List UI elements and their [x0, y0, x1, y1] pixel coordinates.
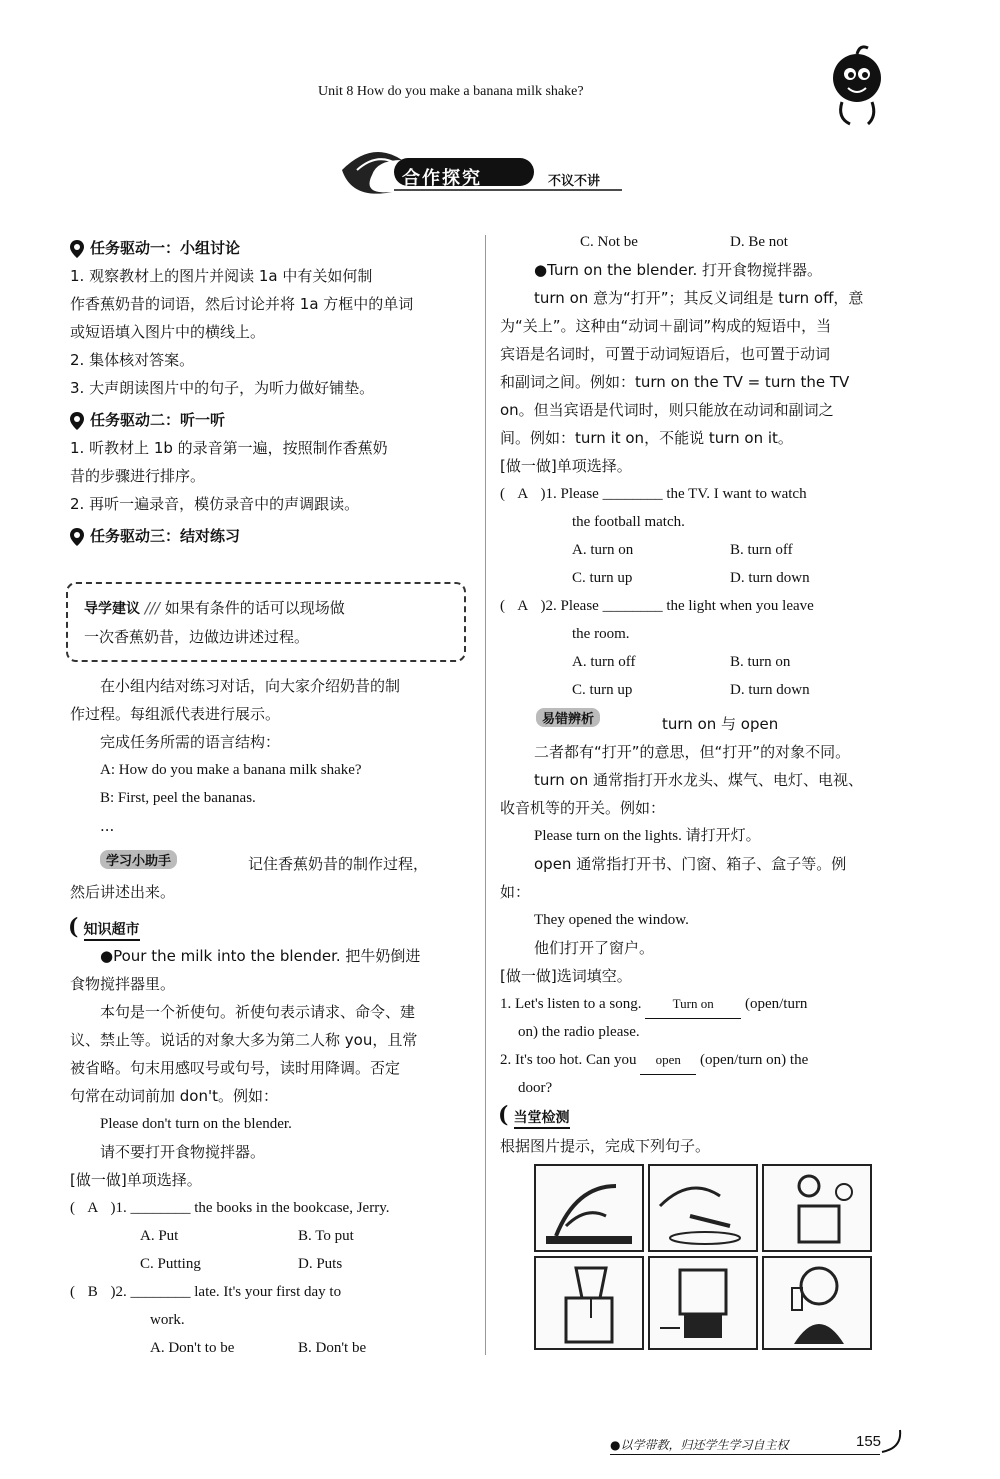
answer: A	[87, 1200, 99, 1216]
page-corner-swirl-icon	[880, 1426, 906, 1456]
footer-slogan: ●以学带教，归还学生学习自主权	[610, 1438, 789, 1452]
knowledge-tag: ( 知识超市	[68, 914, 140, 940]
tip-content: 导学建议 /// 如果有条件的话可以现场做 一次香蕉奶昔，边做边讲述过程。	[84, 594, 454, 651]
banner-subtitle: 不议不讲	[548, 174, 601, 189]
text-line: 句常在动词前加 don't。例如：	[70, 1087, 278, 1105]
fill-q2	[500, 1046, 808, 1075]
text-line: 3. 大声朗读图片中的句子，为听力做好铺垫。	[70, 379, 375, 397]
helper-tag	[100, 850, 177, 869]
option: B. turn on	[730, 654, 791, 670]
option: A. Don't to be	[150, 1340, 235, 1356]
location-pin-icon	[70, 412, 84, 430]
text-line: 间。例如：turn it on，不能说 turn on it。	[500, 429, 793, 447]
task2-label: 任务驱动二：听一听	[90, 411, 226, 429]
option: B. turn off	[730, 542, 793, 558]
option: B. To put	[298, 1228, 354, 1244]
text-line: A: How do you make a banana milk shake?	[100, 762, 362, 778]
question-text: the football match.	[572, 514, 685, 530]
text-line: 食物搅拌器里。	[70, 975, 176, 993]
question-text: 1. Let's listen to a song.	[500, 996, 642, 1012]
text-line: 如果有条件的话可以现场做	[164, 599, 345, 617]
text-line: turn on 意为“打开”；其反义词组是 turn off，意	[534, 289, 864, 307]
text-line: open 通常指打开书、门窗、箱子、盒子等。例	[534, 855, 847, 873]
option: B. Don't be	[298, 1340, 367, 1356]
text-line: 一次香蕉奶昔，边做边讲述过程。	[84, 628, 310, 646]
text-line: Please don't turn on the blender.	[100, 1116, 292, 1132]
pour-milk-icon	[536, 1258, 642, 1348]
question-text: (open/turn on) the	[699, 1052, 809, 1068]
text-line: on。但当宾语是代词时，则只能放在动词和副词之	[500, 401, 834, 419]
text-line: 然后讲述出来。	[70, 883, 176, 901]
answer: Turn on	[645, 990, 741, 1019]
text-line: 请不要打开食物搅拌器。	[100, 1143, 266, 1161]
location-pin-icon	[70, 528, 84, 546]
picture-2	[648, 1164, 758, 1252]
exercise-label: [做一做]单项选择。	[500, 457, 632, 475]
picture-5	[648, 1256, 758, 1350]
text-line: 二者都有“打开”的意思，但“打开”的对象不同。	[534, 743, 851, 761]
text-line: 作过程。每组派代表进行展示。	[70, 705, 281, 723]
peel-banana-icon	[536, 1166, 642, 1250]
question-text: the room.	[572, 626, 630, 642]
knowledge-label: 知识超市	[84, 919, 140, 941]
picture-1	[534, 1164, 644, 1252]
task3-label: 任务驱动三：结对练习	[90, 527, 241, 545]
text-line: ●Pour the milk into the blender. 把牛奶倒进	[100, 947, 421, 965]
question-text: (open/turn	[744, 996, 808, 1012]
question-text: the TV. I want to watch	[666, 486, 807, 502]
turn-on-explanation	[500, 256, 910, 452]
text-line: 被省略。句末用感叹号或句号，读时用降调。否定	[70, 1059, 401, 1077]
text-line: 记住香蕉奶昔的制作过程，	[248, 855, 429, 873]
exercise-label: [做一做]单项选择。	[70, 1171, 202, 1189]
option: C. Not be	[580, 234, 638, 250]
page-number: 155	[856, 1433, 882, 1450]
task1-heading	[70, 234, 470, 262]
helper-label: 学习小助手	[106, 854, 172, 869]
put-in-blender-icon	[764, 1166, 870, 1250]
question-number: )2.	[110, 1284, 127, 1300]
question-text: 2. It's too hot. Can you	[500, 1052, 637, 1068]
task2-text	[70, 434, 470, 518]
text-line: 收音机等的开关。例如：	[500, 799, 666, 817]
question-text: late. It's your first day to	[194, 1284, 342, 1300]
option: D. Be not	[730, 234, 788, 250]
check-label: 当堂检测	[514, 1107, 570, 1129]
blank: ________	[602, 486, 663, 502]
text-line: 本句是一个祈使句。祈使句表示请求、命令、建	[100, 1003, 416, 1021]
footer-rule	[610, 1454, 880, 1455]
banner-title: 合作探究	[402, 168, 482, 189]
question-number: )1. Please	[540, 486, 599, 502]
check-tag: ( 当堂检测	[498, 1102, 570, 1128]
option: A. turn on	[572, 542, 634, 558]
answer: B	[87, 1284, 98, 1300]
turn-on-blender-icon	[650, 1258, 756, 1348]
text-line: ●Turn on the blender. 打开食物搅拌器。	[534, 261, 822, 279]
text-line: 宾语是名词时，可置于动词短语后，也可置于动词	[500, 345, 831, 363]
option: C. Putting	[140, 1256, 201, 1272]
option: D. turn down	[730, 682, 810, 698]
drink-milk-shake-icon	[764, 1258, 870, 1348]
text-line: 议、禁止等。说话的对象大多为第二人称 you，且常	[70, 1031, 418, 1049]
text-line: 2. 集体核对答案。	[70, 351, 195, 369]
option: D. Puts	[298, 1256, 343, 1272]
question-text: the books in the bookcase, Jerry.	[194, 1200, 390, 1216]
answer: open	[640, 1046, 696, 1075]
text-line: turn on 通常指打开水龙头、煤气、电灯、电视、	[534, 771, 864, 789]
unit-header: Unit 8 How do you make a banana milk shake?	[318, 84, 584, 99]
option: C. turn up	[572, 682, 633, 698]
text-line: 1. 观察教材上的图片并阅读 1a 中有关如何制	[70, 267, 373, 285]
text-line: 和副词之间。例如：turn on the TV = turn the TV	[500, 373, 850, 391]
fill-q1	[500, 990, 807, 1019]
exercise-label: [做一做]选词填空。	[500, 967, 632, 985]
question-text: the light when you leave	[666, 598, 814, 614]
text-line: 1. 听教材上 1b 的录音第一遍，按照制作香蕉奶	[70, 439, 388, 457]
confusion-tag	[536, 708, 600, 727]
cut-banana-icon	[650, 1166, 756, 1250]
confusion-topic: turn on 与 open	[662, 715, 779, 733]
task1-label: 任务驱动一：小组讨论	[90, 239, 241, 257]
knowledge-text	[70, 942, 470, 1166]
option: C. turn up	[572, 570, 633, 586]
text-line: ...	[100, 817, 115, 835]
option: A. turn off	[572, 654, 636, 670]
task3-heading	[70, 522, 470, 550]
text-line: 完成任务所需的语言结构：	[100, 733, 281, 751]
answer: A	[517, 486, 529, 502]
left-q2: ( B )2. ________ late. It's your first day to	[70, 1278, 341, 1306]
text-line: 昔的步骤进行排序。	[70, 467, 206, 485]
question-number: )1.	[110, 1200, 127, 1216]
confusion-text	[500, 738, 910, 962]
task1-text	[70, 262, 470, 402]
text-line: B: First, peel the bananas.	[100, 790, 256, 806]
task2-heading	[70, 406, 470, 434]
question-number: )2. Please	[540, 598, 599, 614]
picture-6	[762, 1256, 872, 1350]
blank: ________	[130, 1200, 191, 1216]
option: D. turn down	[730, 570, 810, 586]
pair-practice	[70, 672, 470, 840]
answer: A	[517, 598, 529, 614]
text-line: 或短语填入图片中的横线上。	[70, 323, 266, 341]
picture-4	[534, 1256, 644, 1350]
question-text: door?	[518, 1080, 553, 1096]
blank: ________	[602, 598, 663, 614]
check-instruction: 根据图片提示，完成下列句子。	[500, 1137, 711, 1155]
text-line: 为“关上”。这种由“动词＋副词”构成的短语中，当	[500, 317, 832, 335]
text-line: 2. 再听一遍录音，模仿录音中的声调跟读。	[70, 495, 360, 513]
tip-label: 导学建议	[84, 601, 140, 617]
text-line: Please turn on the lights. 请打开灯。	[534, 828, 761, 844]
text-line: 他们打开了窗户。	[534, 939, 655, 957]
mascot-icon	[822, 40, 892, 130]
location-pin-icon	[70, 240, 84, 258]
blank: ________	[130, 1284, 191, 1300]
right-q1: ( A )1. Please ________ the TV. I want to watch	[500, 480, 807, 508]
text-line: They opened the window.	[534, 912, 689, 928]
text-line: 在小组内结对练习对话，向大家介绍奶昔的制	[100, 677, 401, 695]
left-q1: ( A )1. ________ the books in the bookcase, Jerry.	[70, 1194, 389, 1222]
text-line: 如：	[500, 883, 531, 901]
right-q2: ( A )2. Please ________ the light when you leave	[500, 592, 814, 620]
left-column	[70, 234, 470, 550]
option: A. Put	[140, 1228, 179, 1244]
question-text: on) the radio please.	[518, 1024, 640, 1040]
question-text: work.	[150, 1312, 185, 1328]
column-divider	[485, 235, 486, 1355]
text-line: 作香蕉奶昔的词语，然后讨论并将 1a 方框中的单词	[70, 295, 414, 313]
picture-3	[762, 1164, 872, 1252]
confusion-label: 易错辨析	[542, 712, 595, 727]
